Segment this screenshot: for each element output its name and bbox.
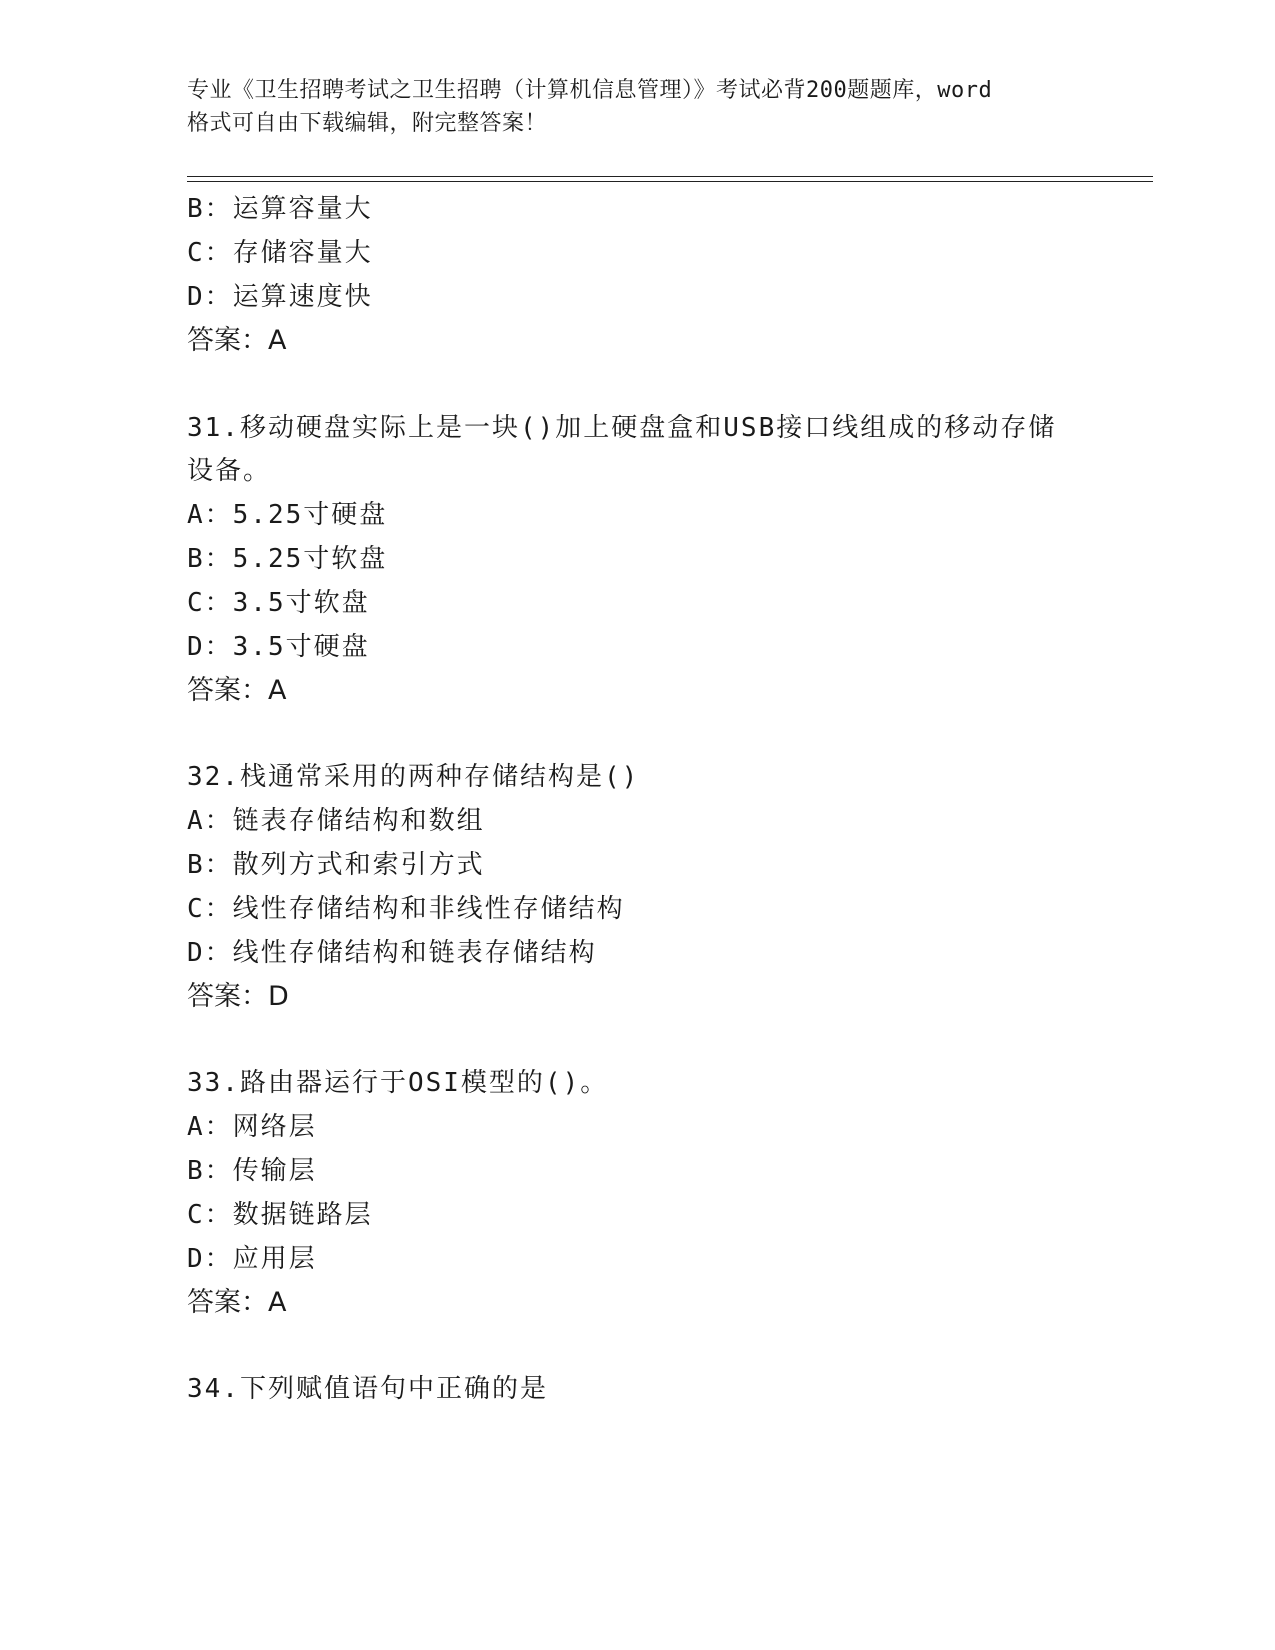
- q32-option-b: B：散列方式和索引方式: [187, 850, 485, 880]
- header-line-2: 格式可自由下载编辑，附完整答案！: [187, 111, 548, 136]
- q31-option-c: C：3.5寸软盘: [187, 588, 370, 618]
- q30-option-b: B：运算容量大: [187, 194, 373, 224]
- q32-stem: 32.栈通常采用的两种存储结构是(): [187, 762, 640, 792]
- q31-option-d: D：3.5寸硬盘: [187, 632, 370, 662]
- q32-answer: 答案：D: [187, 981, 289, 1012]
- document-header: [187, 74, 1087, 140]
- q30-option-d: D：运算速度快: [187, 282, 373, 312]
- q31-answer: 答案：A: [187, 675, 287, 706]
- q33-stem: 33.路由器运行于OSI模型的()。: [187, 1068, 609, 1098]
- header-line-1: 专业《卫生招聘考试之卫生招聘（计算机信息管理）》考试必背200题题库，word: [187, 78, 993, 103]
- header-divider-top: [187, 176, 1153, 177]
- q31-option-a: A：5.25寸硬盘: [187, 500, 388, 530]
- q32-option-a: A：链表存储结构和数组: [187, 806, 485, 836]
- q33-option-d: D：应用层: [187, 1244, 317, 1274]
- q34-stem: 34.下列赋值语句中正确的是: [187, 1374, 548, 1404]
- header-divider-bottom: [187, 181, 1153, 182]
- q33-option-b: B：传输层: [187, 1156, 317, 1186]
- q33-option-a: A：网络层: [187, 1112, 317, 1142]
- q30-option-c: C：存储容量大: [187, 238, 373, 268]
- q32-option-d: D：线性存储结构和链表存储结构: [187, 938, 597, 968]
- q30-answer: 答案：A: [187, 325, 287, 356]
- q32-option-c: C：线性存储结构和非线性存储结构: [187, 894, 625, 924]
- q33-option-c: C：数据链路层: [187, 1200, 373, 1230]
- q31-option-b: B：5.25寸软盘: [187, 544, 388, 574]
- q31-stem-line-2: 设备。: [187, 456, 272, 486]
- q31-stem-line-1: 31.移动硬盘实际上是一块()加上硬盘盒和USB接口线组成的移动存储: [187, 413, 1057, 443]
- q33-answer: 答案：A: [187, 1287, 287, 1318]
